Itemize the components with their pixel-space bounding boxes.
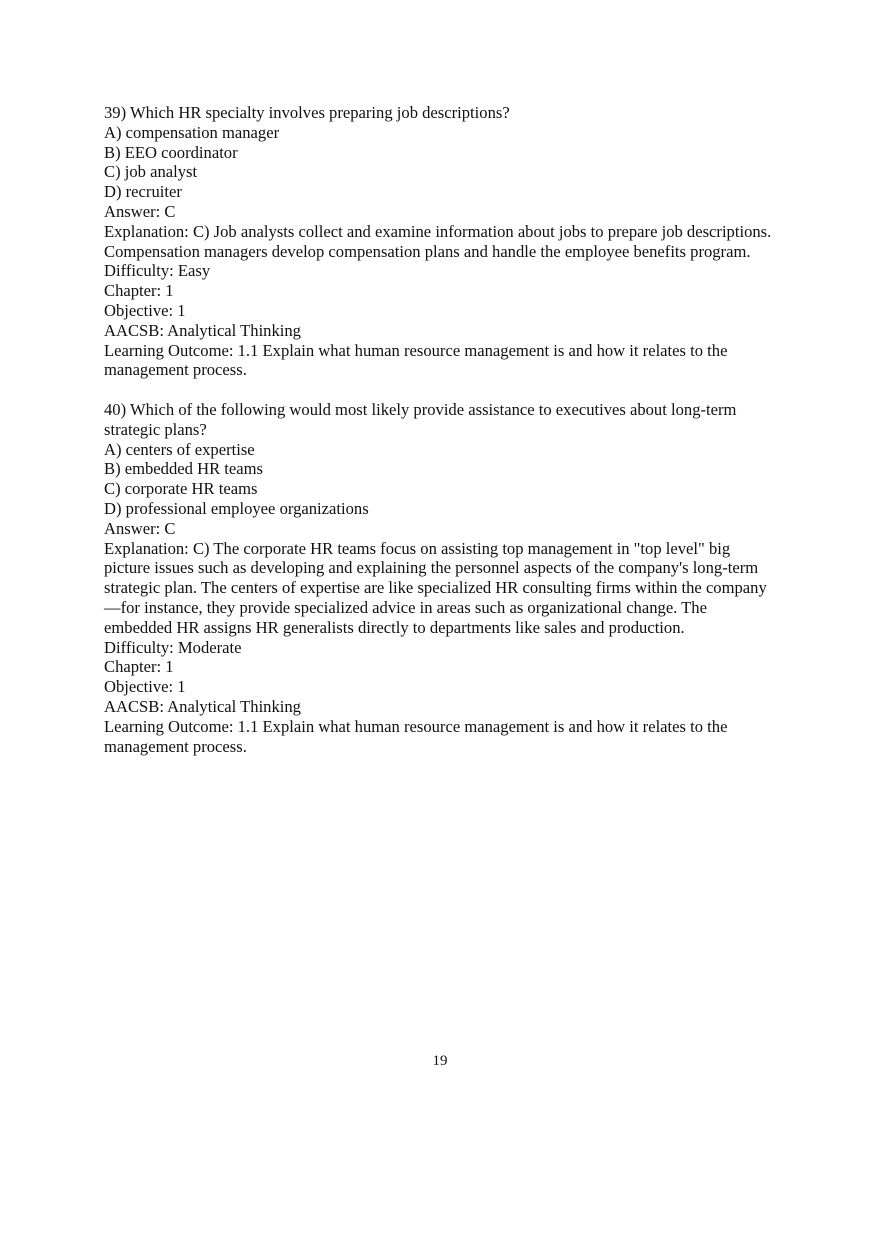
objective-label: Objective: 1 (104, 300, 186, 320)
question-block (104, 400, 774, 756)
answer-option: C) corporate HR teams (104, 479, 258, 499)
question-block (104, 103, 774, 380)
document-page (104, 103, 774, 776)
learning-outcome-text: Learning Outcome: 1.1 Explain what human resource management is and how it relates to the management process. (104, 716, 728, 756)
answer-key: Answer: C (104, 201, 176, 221)
question-stem: 40) Which of the following would most likely provide assistance to executives about long-term strategic plans? (104, 399, 737, 439)
question-stem: 39) Which HR specialty involves preparing job descriptions? (104, 103, 510, 122)
answer-option: B) embedded HR teams (104, 459, 263, 479)
explanation-text: Explanation: C) Job analysts collect and examine information about jobs to prepare job descriptions. Compensation managers develop compensation plans and handle the employee benefits program. (104, 221, 772, 261)
chapter-label: Chapter: 1 (104, 281, 174, 301)
answer-option: A) compensation manager (104, 122, 280, 142)
learning-outcome-text: Learning Outcome: 1.1 Explain what human resource management is and how it relates to the management process. (104, 340, 728, 380)
aacsb-label: AACSB: Analytical Thinking (104, 696, 301, 716)
aacsb-label: AACSB: Analytical Thinking (104, 320, 301, 340)
explanation-text: Explanation: C) The corporate HR teams focus on assisting top management in "top level" big picture issues such as developing and explaining the personnel aspects of the company's long-term strategic plan. The centers of expertise are like specialized HR consulting firms within the company—for instance, they provide specialized advice in areas such as organizational change. The embedded HR assigns HR generalists directly to departments like sales and production. (104, 538, 767, 637)
answer-option: C) job analyst (104, 162, 198, 182)
difficulty-label: Difficulty: Easy (104, 261, 211, 281)
answer-key: Answer: C (104, 518, 176, 538)
answer-option: B) EEO coordinator (104, 142, 238, 162)
objective-label: Objective: 1 (104, 677, 186, 697)
answer-option: D) recruiter (104, 182, 182, 202)
answer-option: A) centers of expertise (104, 439, 255, 459)
page-number: 19 (432, 1053, 448, 1069)
chapter-label: Chapter: 1 (104, 657, 174, 677)
difficulty-label: Difficulty: Moderate (104, 637, 242, 657)
answer-option: D) professional employee organizations (104, 498, 369, 518)
